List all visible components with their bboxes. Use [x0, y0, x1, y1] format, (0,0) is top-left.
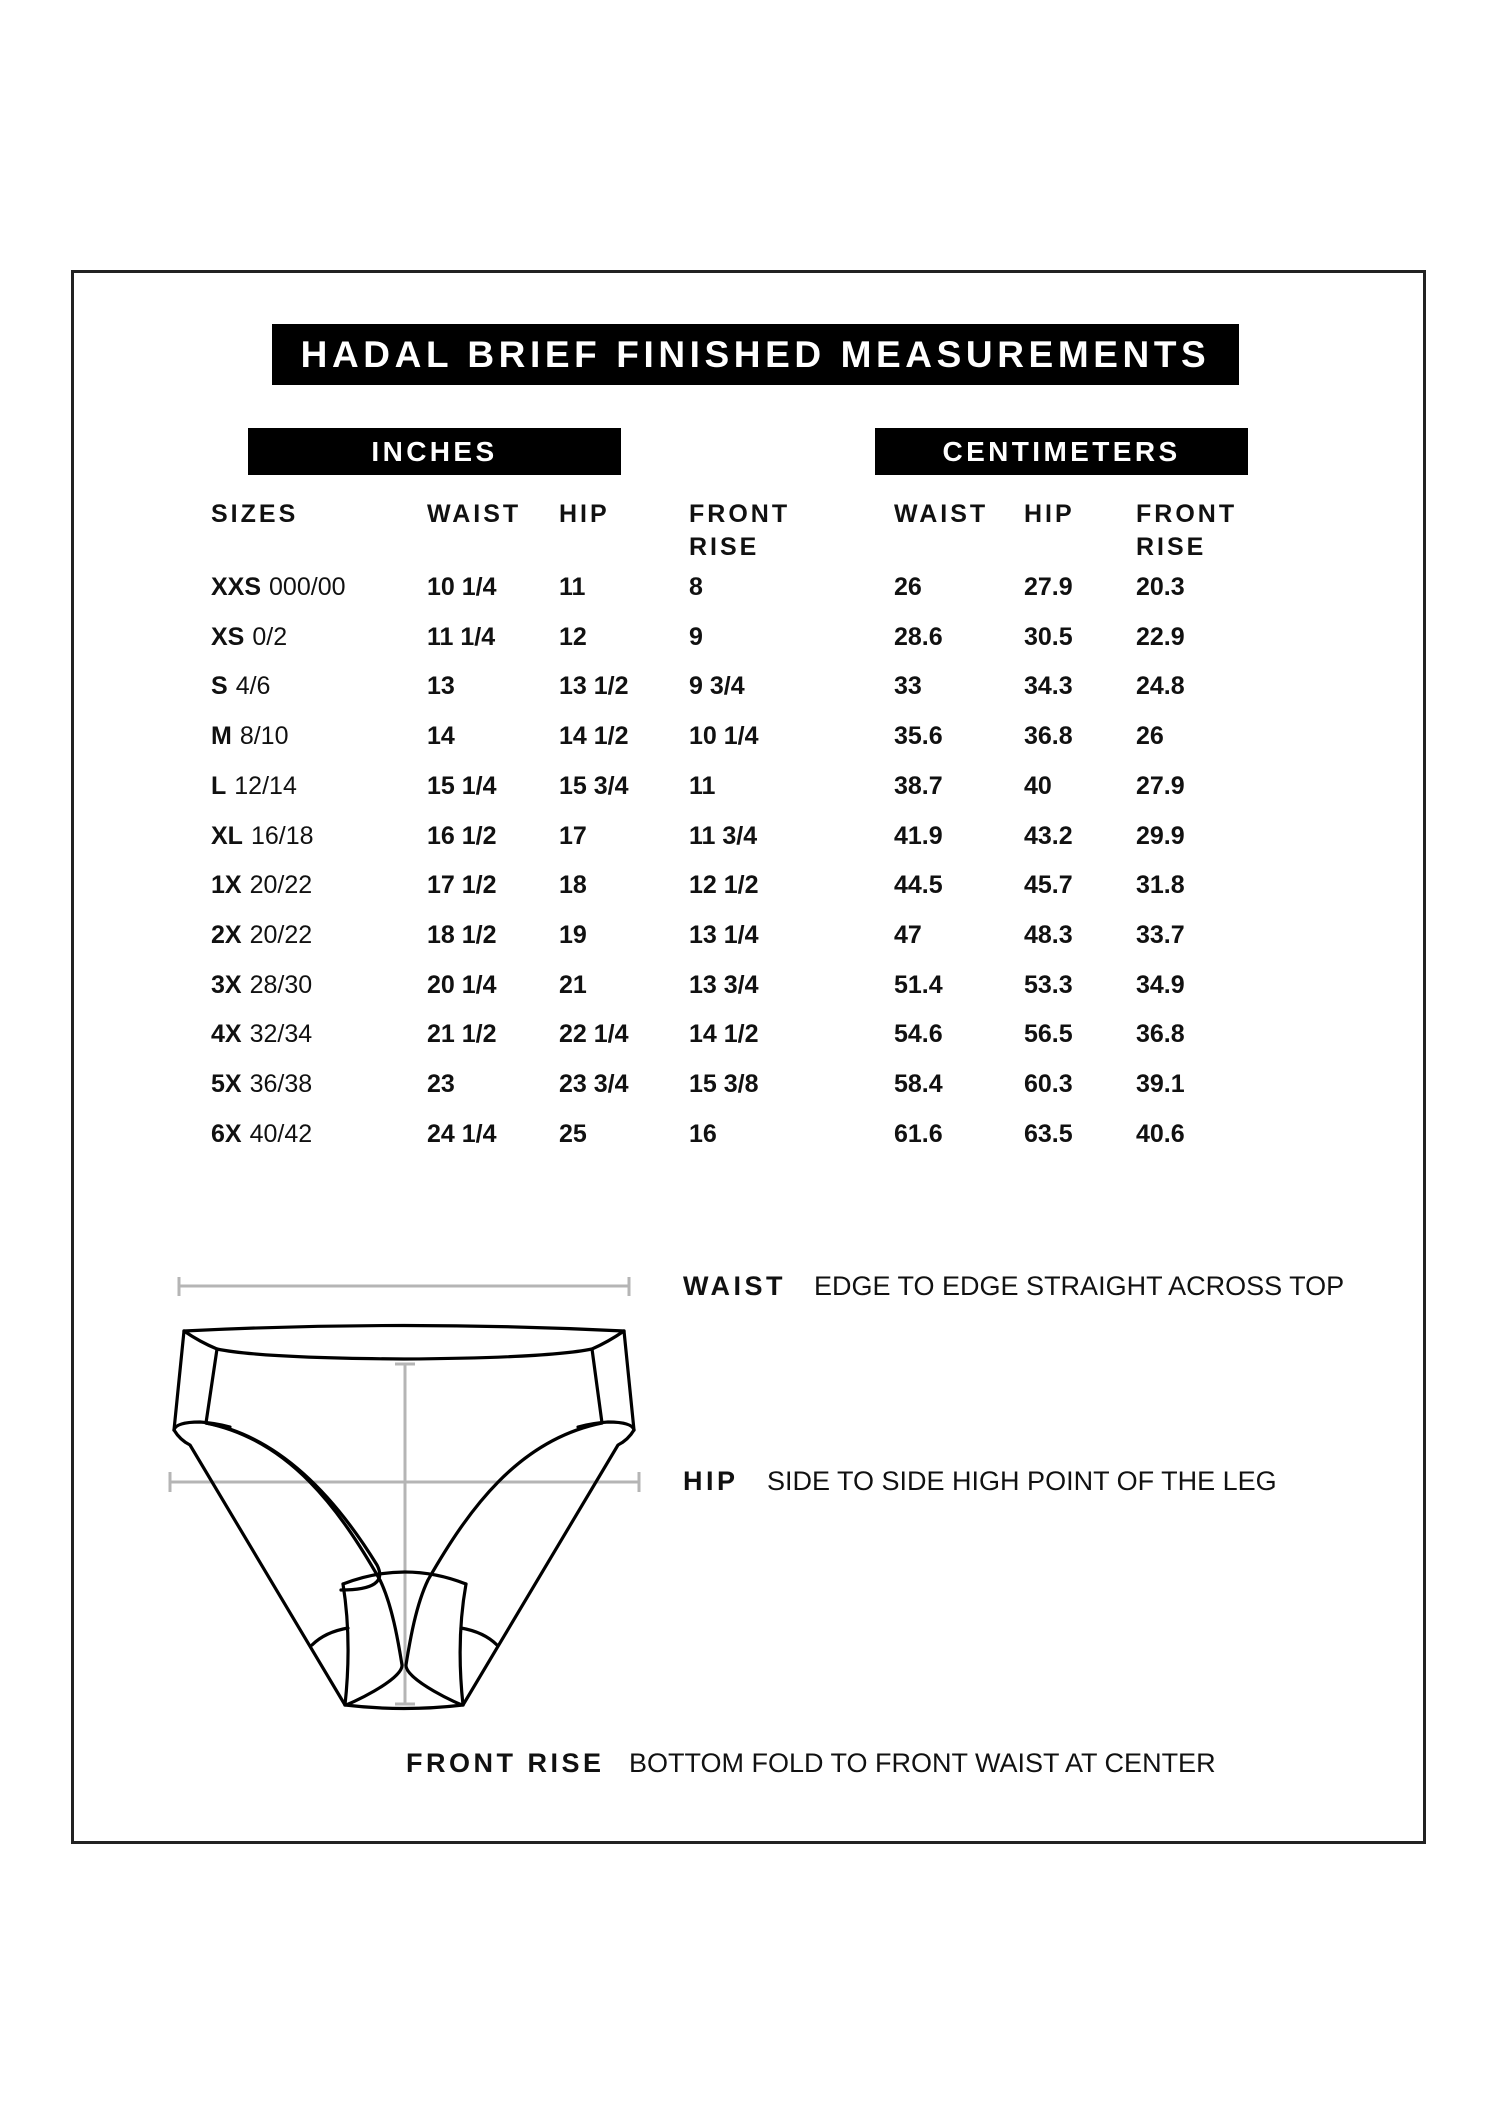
inch-front-rise-cell: 15 3/8 [689, 1070, 759, 1098]
cm-hip-cell: 60.3 [1024, 1070, 1073, 1098]
table-row [0, 868, 1500, 902]
size-cell [211, 819, 314, 853]
size-cell [211, 719, 289, 753]
inch-front-rise-cell: 13 3/4 [689, 970, 759, 999]
legend-front-rise-key: FRONT RISE [406, 1748, 605, 1778]
column-header-cm-hip: HIP [1024, 500, 1075, 528]
cm-waist-cell: 54.6 [894, 1020, 943, 1049]
us-size: 12/14 [234, 771, 297, 800]
table-row [0, 1067, 1500, 1101]
inch-hip-cell: 11 [559, 573, 586, 601]
cm-front-rise-cell: 22.9 [1136, 622, 1185, 651]
table-row [0, 1117, 1500, 1151]
cm-hip-cell: 40 [1024, 771, 1052, 800]
cm-hip-cell: 53.3 [1024, 970, 1073, 999]
legend-waist [683, 1270, 1345, 1302]
inch-front-rise-cell: 14 1/2 [689, 1020, 759, 1049]
size-cell [211, 1017, 312, 1051]
inch-hip-cell: 13 1/2 [559, 672, 629, 701]
size-code: 1X [211, 871, 242, 900]
inch-hip-cell: 22 1/4 [559, 1020, 629, 1049]
cm-waist-cell: 61.6 [894, 1119, 943, 1148]
size-cell [211, 918, 312, 952]
column-header-in-waist: WAIST [427, 500, 522, 528]
cm-front-rise-cell: 33.7 [1136, 920, 1185, 949]
cm-hip-cell: 43.2 [1024, 821, 1073, 850]
legend-front-rise-desc: BOTTOM FOLD TO FRONT WAIST AT CENTER [629, 1748, 1216, 1778]
inch-hip-cell: 14 1/2 [559, 722, 629, 751]
cm-waist-cell: 58.4 [894, 1070, 943, 1098]
size-cell [211, 1067, 312, 1101]
cm-waist-cell: 28.6 [894, 622, 943, 651]
size-code: L [211, 771, 227, 800]
legend-waist-desc: EDGE TO EDGE STRAIGHT ACROSS TOP [814, 1271, 1345, 1301]
cm-hip-cell: 48.3 [1024, 920, 1073, 949]
cm-front-rise-cell: 29.9 [1136, 821, 1185, 850]
column-header-cm-front-rise: FRONT RISE [1136, 500, 1238, 561]
size-code: 6X [211, 1119, 242, 1148]
table-row [0, 620, 1500, 654]
us-size: 36/38 [249, 1070, 313, 1098]
size-cell [211, 769, 297, 803]
cm-waist-cell: 33 [894, 672, 922, 701]
table-row [0, 570, 1500, 604]
inch-front-rise-cell: 16 [689, 1119, 717, 1148]
inch-waist-cell: 23 [427, 1070, 455, 1098]
size-code: XL [211, 821, 243, 850]
cm-waist-cell: 44.5 [894, 871, 943, 900]
inch-hip-cell: 23 3/4 [559, 1070, 629, 1098]
cm-front-rise-cell: 31.8 [1136, 871, 1185, 900]
page-title: HADAL BRIEF FINISHED MEASUREMENTS [272, 324, 1239, 385]
size-cell [211, 868, 312, 902]
table-row [0, 719, 1500, 753]
column-header-in-hip: HIP [559, 500, 610, 528]
inch-waist-cell: 11 1/4 [427, 622, 496, 651]
inch-front-rise-cell: 9 3/4 [689, 672, 745, 701]
cm-hip-cell: 36.8 [1024, 722, 1073, 751]
inch-hip-cell: 21 [559, 970, 587, 999]
inch-waist-cell: 20 1/4 [427, 970, 497, 999]
cm-front-rise-cell: 40.6 [1136, 1119, 1185, 1148]
cm-hip-cell: 27.9 [1024, 573, 1073, 601]
cm-hip-cell: 56.5 [1024, 1020, 1073, 1049]
cm-waist-cell: 41.9 [894, 821, 943, 850]
inch-waist-cell: 21 1/2 [427, 1020, 497, 1049]
cm-waist-cell: 38.7 [894, 771, 943, 800]
inch-waist-cell: 24 1/4 [427, 1119, 497, 1148]
inch-hip-cell: 12 [559, 622, 587, 651]
legend-waist-key: WAIST [683, 1271, 786, 1301]
inch-front-rise-cell: 10 1/4 [689, 722, 759, 751]
inch-waist-cell: 14 [427, 722, 455, 751]
cm-hip-cell: 45.7 [1024, 871, 1073, 900]
cm-front-rise-cell: 27.9 [1136, 771, 1185, 800]
inch-front-rise-cell: 11 [689, 771, 716, 800]
inch-waist-cell: 15 1/4 [427, 771, 497, 800]
inch-front-rise-cell: 9 [689, 622, 703, 651]
size-code: 2X [211, 920, 242, 949]
us-size: 20/22 [249, 871, 313, 900]
us-size: 32/34 [249, 1020, 313, 1049]
table-row [0, 769, 1500, 803]
inch-front-rise-cell: 11 3/4 [689, 821, 758, 850]
legend-hip [683, 1465, 1277, 1497]
cm-front-rise-cell: 20.3 [1136, 573, 1185, 601]
us-size: 16/18 [250, 821, 314, 850]
cm-front-rise-cell: 26 [1136, 722, 1164, 751]
size-code: M [211, 722, 232, 751]
cm-hip-cell: 63.5 [1024, 1119, 1073, 1148]
legend-hip-key: HIP [683, 1466, 739, 1496]
cm-front-rise-cell: 34.9 [1136, 970, 1185, 999]
inch-front-rise-cell: 12 1/2 [689, 871, 759, 900]
inch-hip-cell: 15 3/4 [559, 771, 629, 800]
inch-front-rise-cell: 13 1/4 [689, 920, 759, 949]
inch-front-rise-cell: 8 [689, 573, 703, 601]
inch-hip-cell: 19 [559, 920, 587, 949]
column-header-in-front-rise: FRONT RISE [689, 500, 791, 561]
size-code: 5X [211, 1070, 242, 1098]
cm-front-rise-cell: 24.8 [1136, 672, 1185, 701]
inch-waist-cell: 10 1/4 [427, 573, 497, 601]
inches-header: INCHES [248, 428, 621, 475]
column-header-sizes: SIZES [211, 500, 299, 528]
size-code: 4X [211, 1020, 242, 1049]
inch-hip-cell: 17 [559, 821, 587, 850]
us-size: 40/42 [249, 1119, 313, 1148]
size-code: XS [211, 622, 245, 651]
inch-hip-cell: 18 [559, 871, 587, 900]
us-size: 0/2 [252, 622, 288, 651]
legend-front-rise [406, 1747, 1216, 1779]
size-code: S [211, 672, 228, 701]
cm-front-rise-cell: 36.8 [1136, 1020, 1185, 1049]
cm-hip-cell: 34.3 [1024, 672, 1073, 701]
cm-hip-cell: 30.5 [1024, 622, 1073, 651]
table-row [0, 819, 1500, 853]
table-row [0, 968, 1500, 1002]
cm-waist-cell: 35.6 [894, 722, 943, 751]
size-cell [211, 570, 346, 604]
size-cell [211, 1117, 312, 1151]
inch-waist-cell: 17 1/2 [427, 871, 497, 900]
size-cell [211, 620, 287, 654]
table-row [0, 918, 1500, 952]
inch-waist-cell: 16 1/2 [427, 821, 497, 850]
inch-waist-cell: 18 1/2 [427, 920, 497, 949]
legend-hip-desc: SIDE TO SIDE HIGH POINT OF THE LEG [767, 1466, 1277, 1496]
table-row [0, 669, 1500, 703]
size-code: XXS [211, 573, 262, 601]
us-size: 28/30 [249, 970, 313, 999]
us-size: 000/00 [269, 573, 346, 601]
us-size: 4/6 [235, 672, 271, 701]
cm-waist-cell: 26 [894, 573, 922, 601]
us-size: 20/22 [249, 920, 313, 949]
cm-front-rise-cell: 39.1 [1136, 1070, 1185, 1098]
size-code: 3X [211, 970, 242, 999]
centimeters-header: CENTIMETERS [875, 428, 1248, 475]
column-header-cm-waist: WAIST [894, 500, 989, 528]
cm-waist-cell: 47 [894, 920, 922, 949]
us-size: 8/10 [239, 722, 289, 751]
cm-waist-cell: 51.4 [894, 970, 943, 999]
size-cell [211, 669, 270, 703]
inch-hip-cell: 25 [559, 1119, 587, 1148]
inch-waist-cell: 13 [427, 672, 455, 701]
size-cell [211, 968, 312, 1002]
table-row [0, 1017, 1500, 1051]
